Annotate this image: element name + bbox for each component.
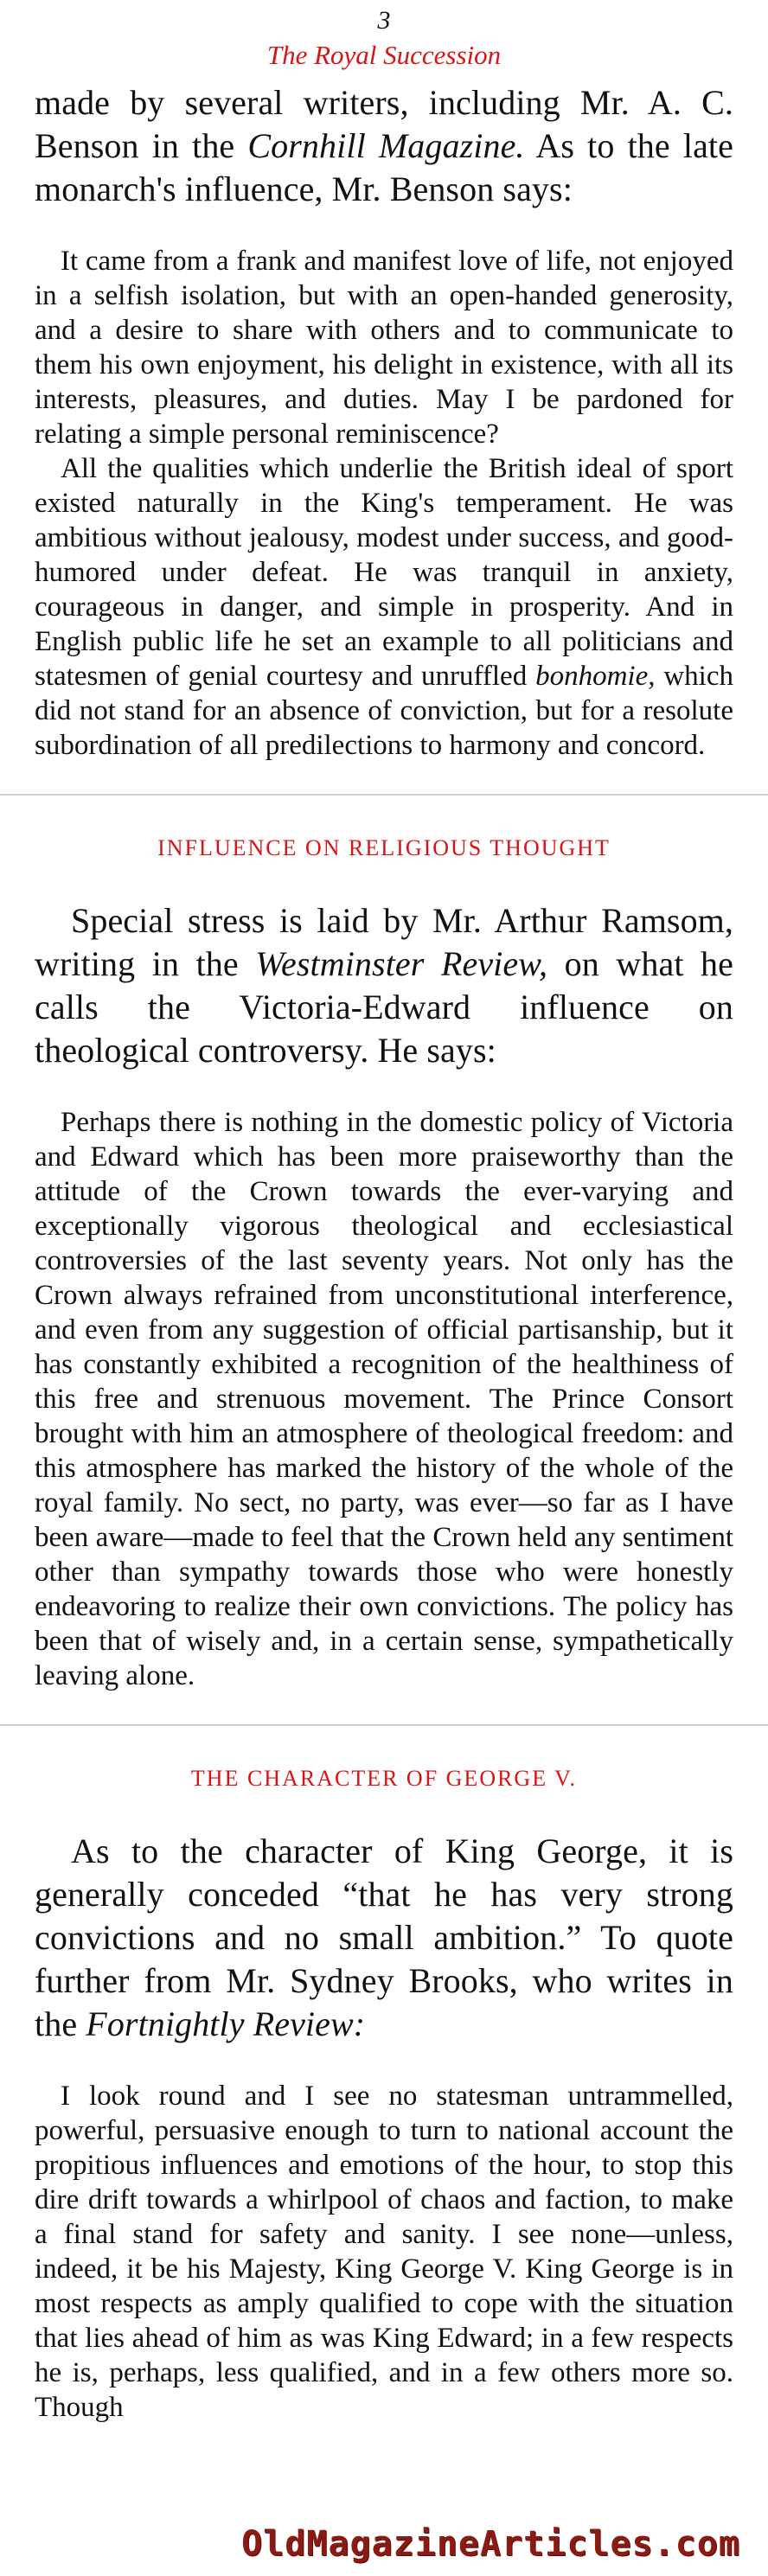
section-divider (0, 1724, 768, 1726)
quote-brooks-paragraph: I look round and I see no statesman untrammelled, powerful, persuasive enough to turn to national account the propitious influences and emotions of the hour, to stop this dire drift towards a whirlpool of chaos and faction, to make a final stand for safety and sanity. I see none—unless, indeed, it be his Majesty, King George V. King George is in most respects as amply qualified to cope with the situation that lies ahead of him as was King Edward; in a few respects he is, perhaps, less qualified, and in a few others more so. Though (35, 2081, 733, 2423)
quote-benson-p2-before: All the qualities which underlie the British ideal of sport existed naturally in the King's temperament. He was ambitious without jealousy, modest under success, and good-humored under defeat. He was tranquil in anxiety, courageous in danger, and simple in prosperity. And in English public life he set an example to all politicians and statesmen of genial courtesy and unruffled (35, 453, 733, 692)
quote-benson-paragraph-2 (35, 451, 733, 763)
character-lead-before: As to the character of King George, it is generally conceded “that he has very strong convictions and no small ambition.” To quote further from Mr. Sydney Brooks, who writes in the (35, 1831, 733, 2043)
page-number: 3 (377, 6, 391, 35)
quote-ramsom-paragraph: Perhaps there is nothing in the domestic policy of Victoria and Edward which has been more praiseworthy than the attitude of the Crown towards the ever-varying and exceptionally vigorous theological and ecclesiastical controversies of the last seventy years. Not only has the Crown always refrained from unconstitutional interference, and even from any suggestion of official partisanship, but it has constantly exhibited a recognition of the healthiness of this free and strenuous movement. The Prince Consort brought with him an atmosphere of theological freedom: and this atmosphere has marked the history of the whole of the royal family. No sect, no party, was ever—so far as I have been aware—made to feel that the Crown held any sentiment other than sympathy towards those who were honestly endeavoring to realize their own convictions. The policy has been that of wisely and, in a certain sense, sympathetically leaving alone. (35, 1107, 733, 1691)
quote-benson-p2-after: which did not stand for an absence of conviction, but for a resolute subordination of all predilections to harmony and concord. (35, 661, 733, 761)
intro-paragraph (35, 81, 733, 211)
quote-benson-paragraph-1: It came from a frank and manifest love of life, not enjoyed in a selfish isolation, but with an open-handed generosity, and a desire to share with others and to communicate to them his own enjoyment, his delight in existence, with all its interests, pleasures, and duties. May I be pardoned for relating a simple personal reminiscence? (35, 246, 733, 450)
intro-text-after: As to the late monarch's influence, Mr. Benson says: (35, 126, 733, 208)
quote-ramsom (35, 1105, 733, 1693)
intro-text-before: made by several writers, including Mr. A. C. Benson in the (35, 83, 733, 165)
running-title: The Royal Succession (266, 40, 502, 70)
quote-benson-p2-italic: bonhomie, (535, 661, 656, 692)
religious-lead-publication: Westminster Review, (255, 944, 548, 983)
site-watermark: OldMagazineArticles.com (241, 2524, 740, 2564)
quote-brooks (35, 2079, 733, 2425)
section-heading-religious-thought: INFLUENCE ON RELIGIOUS THOUGHT (157, 835, 611, 860)
character-lead-publication: Fortnightly Review: (86, 2004, 366, 2043)
religious-thought-lead (35, 899, 733, 1072)
intro-publication: Cornhill Magazine. (247, 126, 525, 165)
religious-lead-after: on what he calls the Victoria-Edward influence on theological controversy. He says: (35, 944, 733, 1070)
religious-lead-before: Special stress is laid by Mr. Arthur Ramsom, writing in the (35, 901, 733, 983)
character-george-lead (35, 1830, 733, 2046)
quote-benson (35, 244, 733, 763)
section-heading-character-george: THE CHARACTER OF GEORGE V. (190, 1766, 578, 1791)
section-divider (0, 794, 768, 796)
